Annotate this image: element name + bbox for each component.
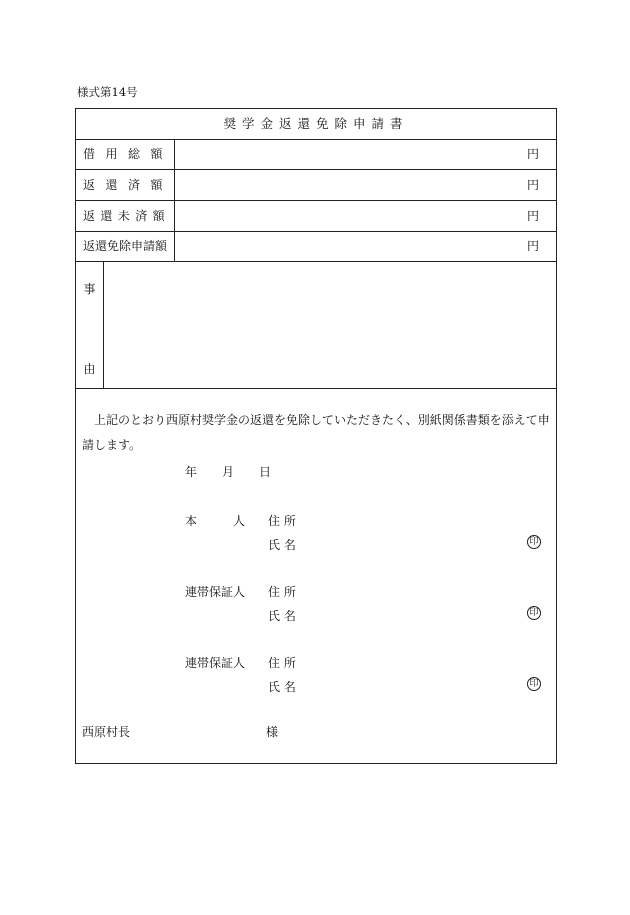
amount-row-repaid: [76, 170, 556, 201]
reason-char-bottom: 由: [83, 362, 96, 376]
form-title: 奨学金返還免除申請書: [76, 109, 556, 140]
amount-label: 返還済額: [76, 170, 175, 200]
addressee-honorific: 様: [266, 725, 279, 739]
guarantor-1-name-label: 氏 名: [268, 609, 296, 623]
reason-char-top: 事: [83, 282, 96, 296]
declaration-text: 上記のとおり西原村奨学金の返還を免除していただきたく、別紙関係書類を添えて申請します。: [82, 413, 550, 452]
applicant-seal-icon: 印: [527, 535, 541, 549]
applicant-role: 本 人: [185, 514, 246, 528]
date-month: 月: [222, 465, 235, 479]
form-number: 様式第14号: [77, 85, 138, 99]
guarantor-2-address-label: 住 所: [268, 656, 296, 670]
reason-section: [76, 262, 556, 389]
amount-row-exemption-requested: [76, 231, 556, 262]
reason-label-column: [76, 262, 104, 388]
guarantor-1-address-label: 住 所: [268, 585, 296, 599]
amount-unit: 円: [526, 178, 539, 192]
amount-unit: 円: [526, 147, 539, 161]
date-year: 年: [185, 465, 198, 479]
applicant-name-label: 氏 名: [268, 538, 296, 552]
addressee-name: 西原村長: [82, 725, 131, 739]
application-form: [75, 108, 557, 764]
guarantor-2-role: 連帯保証人: [185, 656, 246, 670]
amount-label: 返還免除申請額: [76, 231, 175, 261]
applicant-address-label: 住 所: [268, 514, 296, 528]
guarantor-1-role: 連帯保証人: [185, 585, 246, 599]
date-day: 日: [259, 465, 272, 479]
amount-row-total-borrowed: [76, 139, 556, 170]
amount-row-unpaid: [76, 201, 556, 232]
guarantor-1-seal-icon: 印: [527, 606, 541, 620]
amount-unit: 円: [526, 209, 539, 223]
guarantor-2-seal-icon: 印: [527, 677, 541, 691]
amount-label: 借用総額: [76, 139, 175, 169]
amount-unit: 円: [526, 239, 539, 253]
amount-label: 返還未済額: [76, 201, 175, 231]
guarantor-2-name-label: 氏 名: [268, 680, 296, 694]
